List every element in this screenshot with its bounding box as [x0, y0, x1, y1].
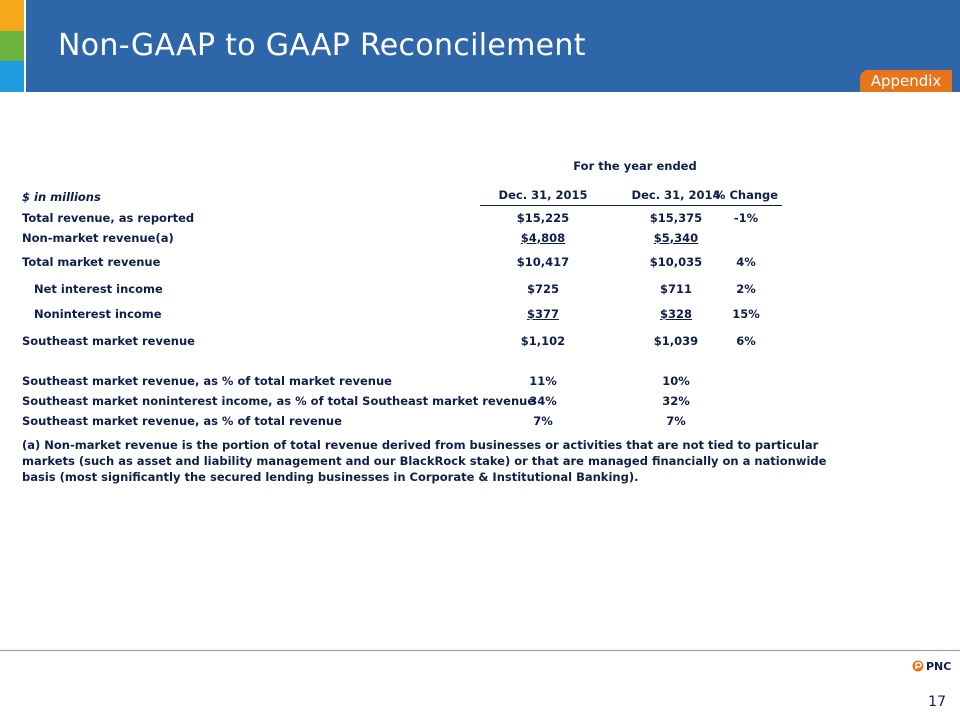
row-label: Southeast market noninterest income, as % of total Southeast market revenue — [22, 394, 536, 408]
row-value-2014: 7% — [666, 414, 686, 428]
row-value-2014: $15,375 — [649, 211, 703, 225]
row-change: 4% — [736, 255, 756, 269]
row-change: 15% — [732, 307, 760, 321]
row-label: Southeast market revenue, as % of total revenue — [22, 414, 342, 428]
footnote: (a) Non-market revenue is the portion of total revenue derived from businesses or activities that are not tied to particular markets (such as asset and liability management and our BlackRock stake) or that are managed financially on a nationwide basis (most significantly the secured lending businesses in Corporate & Institutional Banking). — [22, 438, 827, 484]
column-header-2014: Dec. 31, 2014 — [631, 188, 721, 202]
row-label: Southeast market revenue, as % of total market revenue — [22, 374, 392, 388]
row-value-2014: $328 — [659, 307, 692, 321]
row-change: 2% — [736, 282, 756, 296]
row-label: Total revenue, as reported — [22, 211, 195, 225]
row-change: 6% — [736, 334, 756, 348]
row-change: -1% — [733, 211, 759, 225]
appendix-badge: Appendix — [860, 70, 952, 92]
row-value-2015: 34% — [529, 394, 557, 408]
column-header-2015: Dec. 31, 2015 — [498, 188, 588, 202]
row-value-2015: $1,102 — [520, 334, 566, 348]
row-value-2015: 7% — [533, 414, 553, 428]
row-label: Non-market revenue(a) — [22, 231, 174, 245]
footer-rule — [0, 650, 960, 651]
row-value-2015: $10,417 — [516, 255, 570, 269]
pnc-logo-icon — [912, 660, 924, 672]
row-value-2015: 11% — [529, 374, 557, 388]
header-rule — [480, 205, 782, 206]
row-value-2014: 32% — [662, 394, 690, 408]
row-value-2015: $377 — [526, 307, 559, 321]
page-title: Non-GAAP to GAAP Reconcilement — [58, 28, 586, 63]
row-label: Net interest income — [34, 282, 163, 296]
row-label: Southeast market revenue — [22, 334, 195, 348]
row-value-2015: $725 — [526, 282, 559, 296]
row-value-2014: 10% — [662, 374, 690, 388]
pnc-logo-text: PNC — [926, 659, 952, 673]
unit-label: $ in millions — [22, 190, 101, 204]
page-number: 17 — [928, 694, 946, 710]
column-header-change: % Change — [713, 188, 779, 202]
row-value-2014: $5,340 — [653, 231, 699, 245]
row-label: Total market revenue — [22, 255, 161, 269]
group-header: For the year ended — [573, 159, 697, 173]
row-value-2015: $4,808 — [520, 231, 566, 245]
pnc-logo — [912, 658, 951, 674]
row-label: Noninterest income — [34, 307, 162, 321]
row-value-2014: $711 — [659, 282, 692, 296]
row-value-2015: $15,225 — [516, 211, 570, 225]
row-value-2014: $10,035 — [649, 255, 703, 269]
row-value-2014: $1,039 — [653, 334, 699, 348]
